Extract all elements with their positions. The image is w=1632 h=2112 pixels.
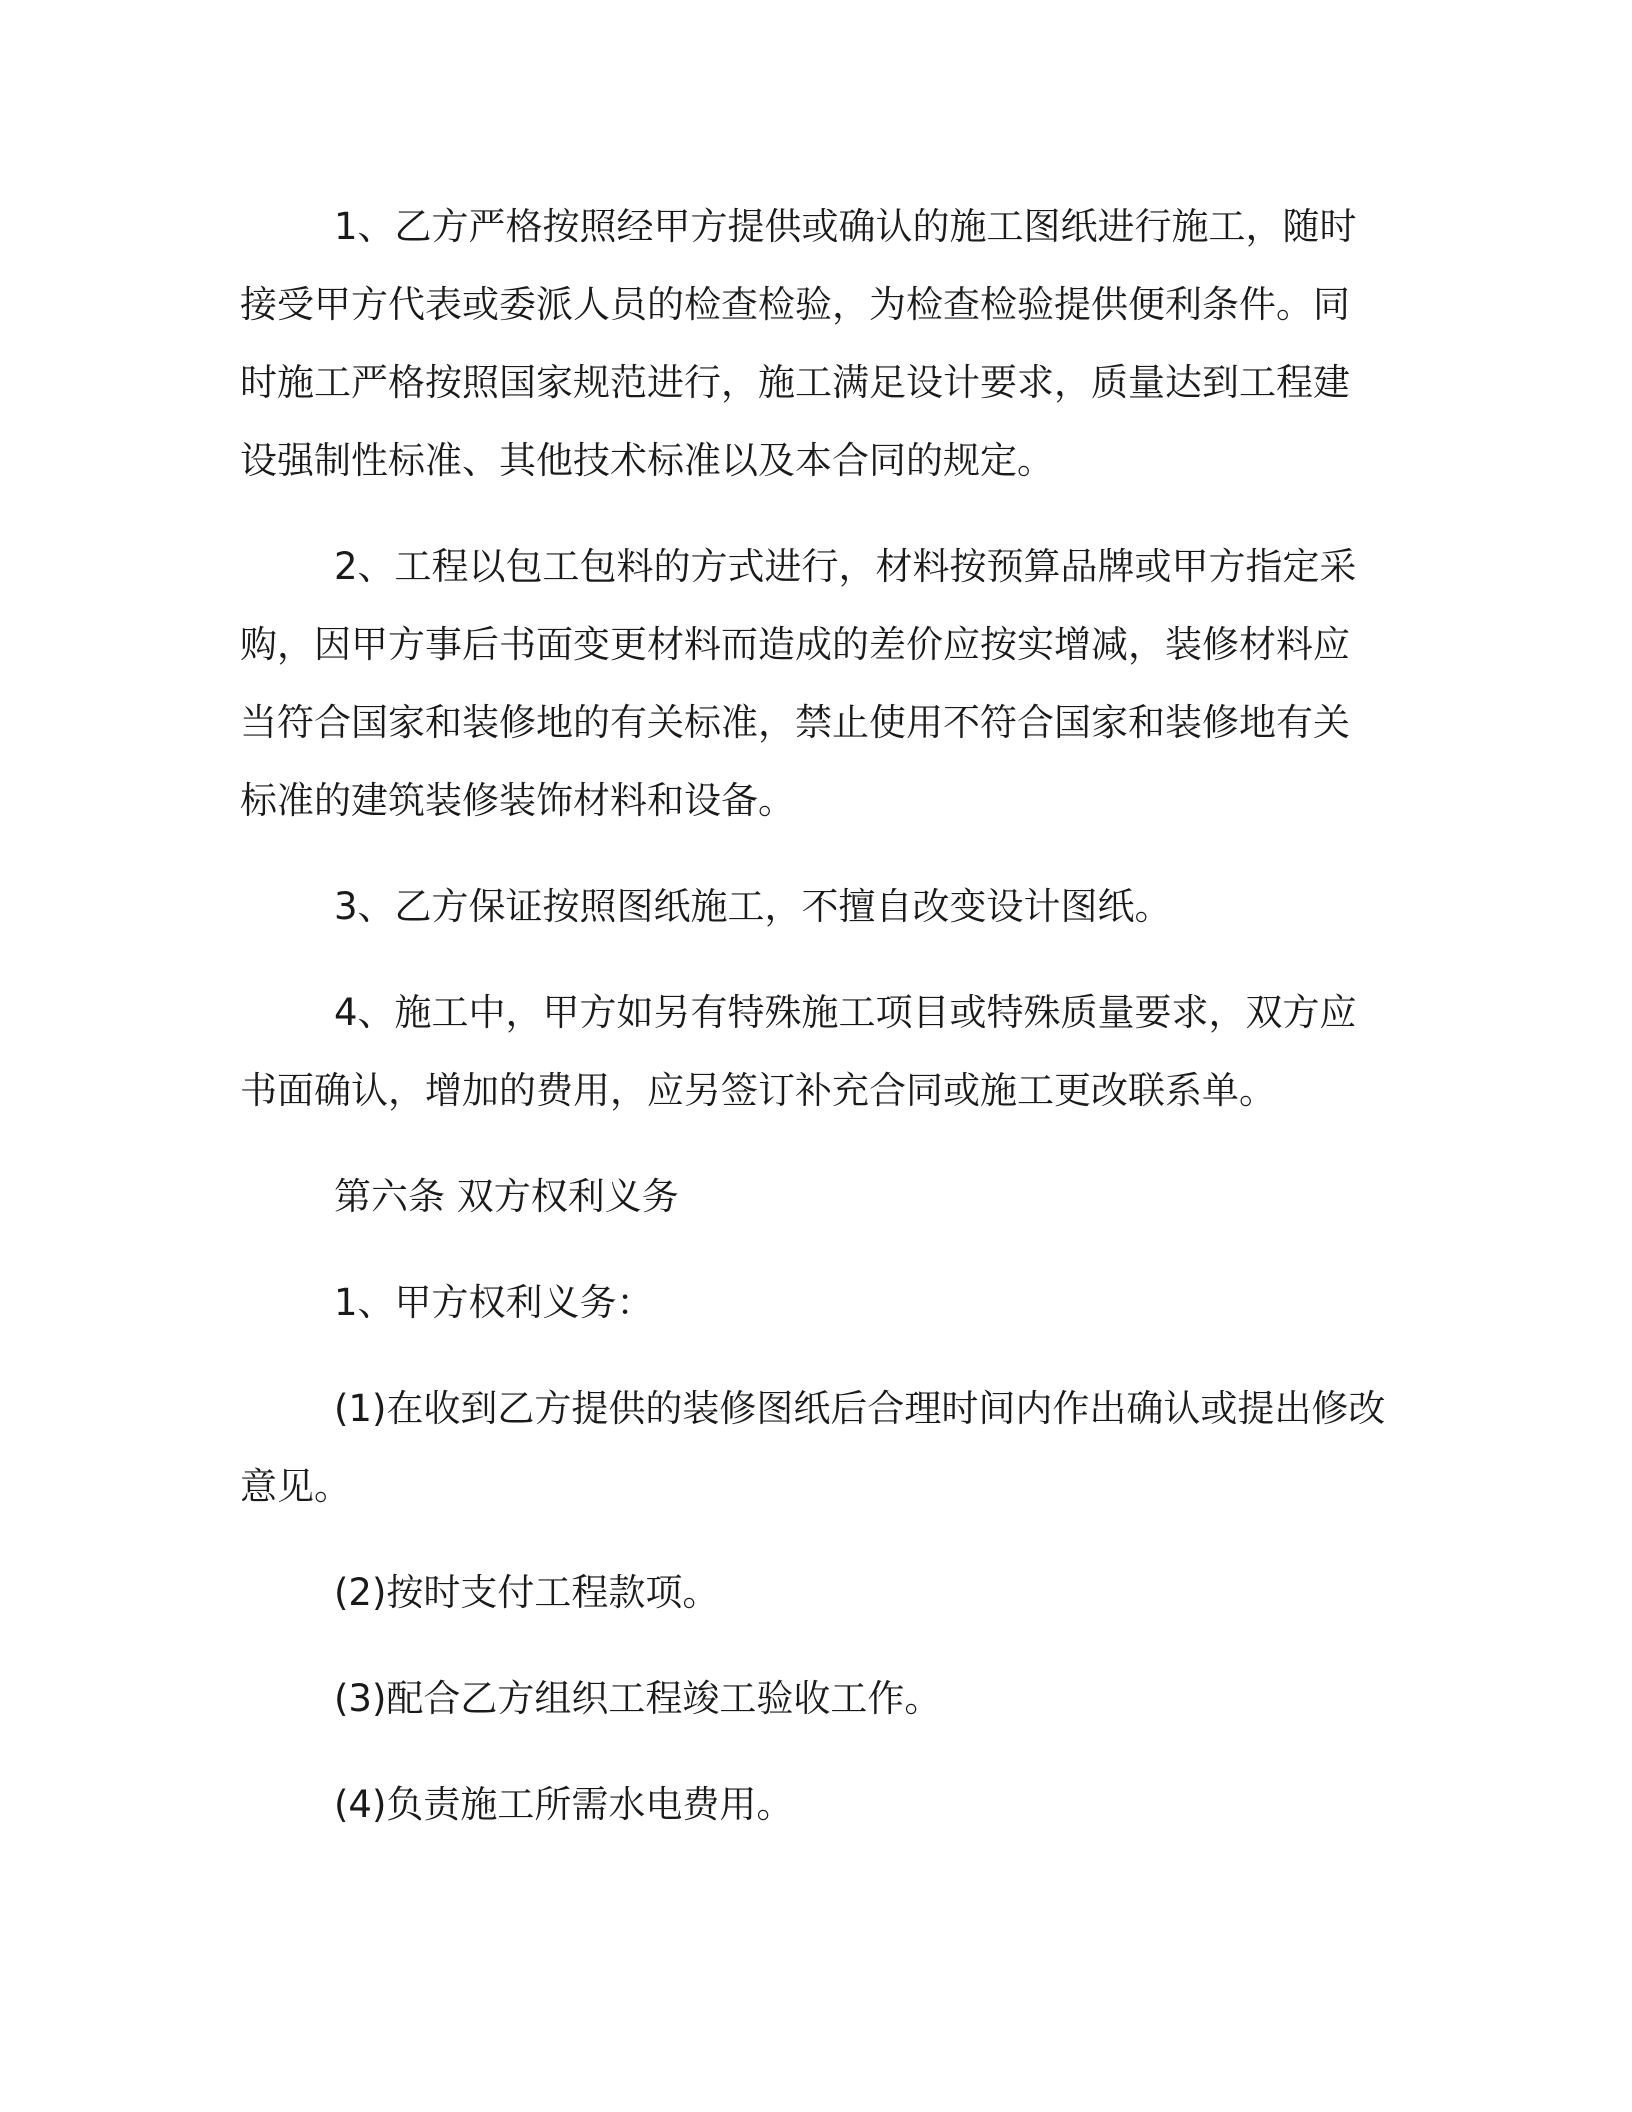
party-a-item-4: (4)负责施工所需水电费用。: [334, 1783, 794, 1826]
clause-2-paragraph: 2、工程以包工包料的方式进行，材料按预算品牌或甲方指定采购，因甲方事后书面变更材料而造成的差价应按实增减，装修材料应当符合国家和装修地的有关标准，禁止使用不符合国家和装修地有关标准的建筑装修装饰材料和设备。: [240, 545, 1357, 822]
clause-1-paragraph: 1、乙方严格按照经甲方提供或确认的施工图纸进行施工，随时接受甲方代表或委派人员的检查检验，为检查检验提供便利条件。同时施工严格按照国家规范进行，施工满足设计要求，质量达到工程建设强制性标准、其他技术标准以及本合同的规定。: [240, 205, 1357, 482]
clause-4-paragraph: 4、施工中，甲方如另有特殊施工项目或特殊质量要求，双方应书面确认，增加的费用，应另签订补充合同或施工更改联系单。: [240, 991, 1357, 1112]
party-a-item-3: (3)配合乙方组织工程竣工验收工作。: [334, 1677, 942, 1720]
party-a-item-2: (2)按时支付工程款项。: [334, 1571, 720, 1614]
document-body: [240, 188, 1400, 1872]
party-a-item-1: (1)在收到乙方提供的装修图纸后合理时间内作出确认或提出修改意见。: [240, 1387, 1386, 1508]
party-a-rights-heading: 1、甲方权利义务：: [334, 1281, 654, 1324]
article-6-heading: 第六条 双方权利义务: [334, 1175, 679, 1218]
clause-3-paragraph: 3、乙方保证按照图纸施工，不擅自改变设计图纸。: [334, 885, 1172, 928]
